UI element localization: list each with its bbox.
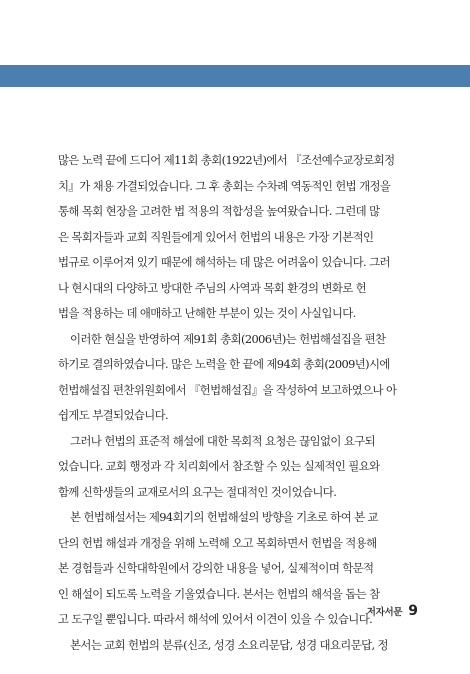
running-title: 저자서문 <box>366 607 403 618</box>
text-line: 나 현시대의 다양하고 방대한 주님의 사역과 목회 환경의 변화로 헌 <box>58 280 367 295</box>
text-line: 그러나 헌법의 표준적 해설에 대한 목회적 요청은 끊임없이 요구되 <box>70 433 376 448</box>
text-line: 헌법해설집 편찬위원회에서 『헌법해설집』을 작성하여 보고하였으나 아 <box>58 382 397 397</box>
text-line: 단의 헌법 해설과 개정을 위해 노력해 오고 목회하면서 헌법을 적용해 <box>58 535 377 550</box>
paragraph <box>58 327 436 429</box>
text-line: 치』가 채용 가결되었습니다. 그 후 총회는 수차례 역동적인 헌법 개정을 <box>58 178 391 193</box>
page-number: 9 <box>408 603 418 619</box>
text-line: 었습니다. 교회 행정과 각 치리회에서 참조할 수 있는 실제적인 필요와 <box>58 459 380 473</box>
text-line: 쉽게도 부결되었습니다. <box>58 408 169 422</box>
text-line: 많은 노력 끝에 드디어 제11회 총회(1922년)에서 『조선예수교장로회정 <box>58 153 395 167</box>
text-line: 고 도구일 뿐입니다. 따라서 해석에 있어서 이견이 있을 수 있습니다. <box>58 612 373 626</box>
text-line: 은 목회자들과 교회 직원들에게 있어서 헌법의 내용은 가장 기본적인 <box>58 229 374 244</box>
text-line: 법을 적용하는 데 애매하고 난해한 부분이 있는 것이 사실입니다. <box>58 306 356 320</box>
text-line: 인 해설이 되도록 노력을 기울였습니다. 본서는 헌법의 해석을 돕는 참 <box>58 586 380 601</box>
page-footer <box>367 603 418 619</box>
text-line: 법규로 이루어져 있기 때문에 해석하는 데 많은 어려움이 있습니다. 그러 <box>58 255 390 269</box>
text-line: 본서는 교회 헌법의 분류(신조, 성경 소요리문답, 성경 대요리문답, 정 <box>70 637 388 652</box>
text-line: 함께 신학생들의 교재로서의 요구는 절대적인 것이었습니다. <box>58 484 337 499</box>
paragraph <box>58 148 436 327</box>
body-text <box>58 148 436 658</box>
text-line: 통해 목회 현장을 고려한 법 적용의 적합성을 높여왔습니다. 그런데 많 <box>58 204 380 218</box>
text-line: 하기로 결의하였습니다. 많은 노력을 한 끝에 제94회 총회(2009년)시에 <box>58 357 390 371</box>
text-line: 본 헌법해설서는 제94회기의 헌법해설의 방향을 기초로 하여 본 교 <box>70 510 378 524</box>
header-color-band <box>0 65 470 87</box>
paragraph <box>58 429 436 506</box>
text-line: 본 경험들과 신학대학원에서 강의한 내용을 넣어, 실제적이며 학문적 <box>58 561 374 575</box>
paragraph <box>58 633 436 659</box>
text-line: 이러한 현실을 반영하여 제91회 총회(2006년)는 헌법해설집을 편찬 <box>70 331 386 346</box>
